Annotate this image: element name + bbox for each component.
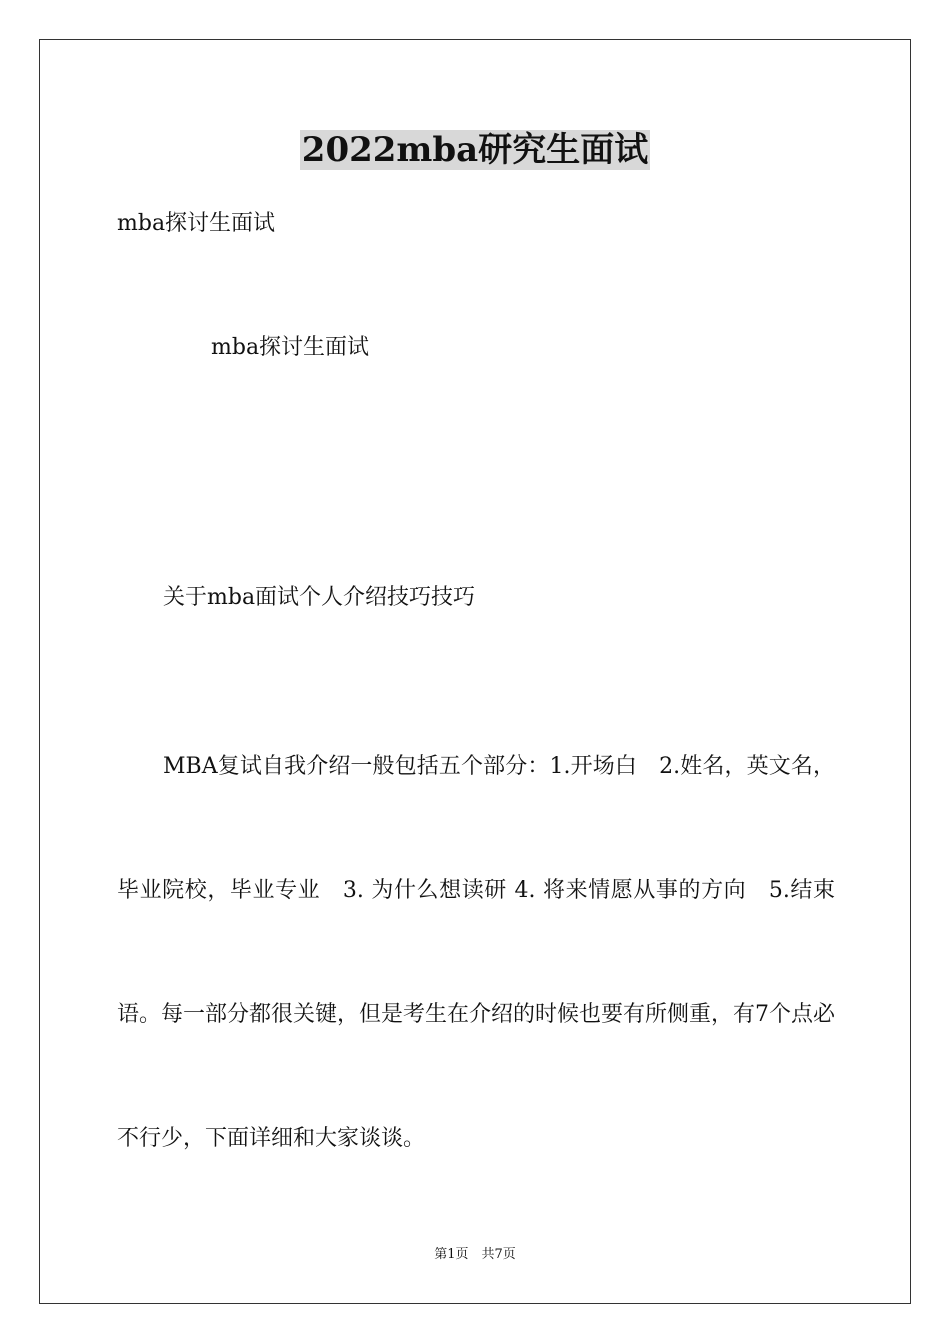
- body-paragraph: MBA复试自我介绍一般包括五个部分：1.开场白 2.姓名，英文名，毕业院校，毕业专业 3. 为什么想读研 4. 将来情愿从事的方向 5.结束语。每一部分都很关键，但是考生在介绍的时候也要有所侧重，有7个点必不行少，下面详细和大家谈谈。: [117, 754, 835, 1151]
- document-title-text: 2022mba研究生面试: [301, 130, 649, 170]
- page-footer: 第1页 共7页: [434, 1247, 516, 1262]
- subtitle-line-2: mba探讨生面试: [211, 335, 370, 360]
- document-title: [0, 128, 950, 172]
- section-heading: 关于mba面试个人介绍技巧技巧: [163, 585, 476, 610]
- subtitle-line-1: mba探讨生面试: [117, 211, 276, 236]
